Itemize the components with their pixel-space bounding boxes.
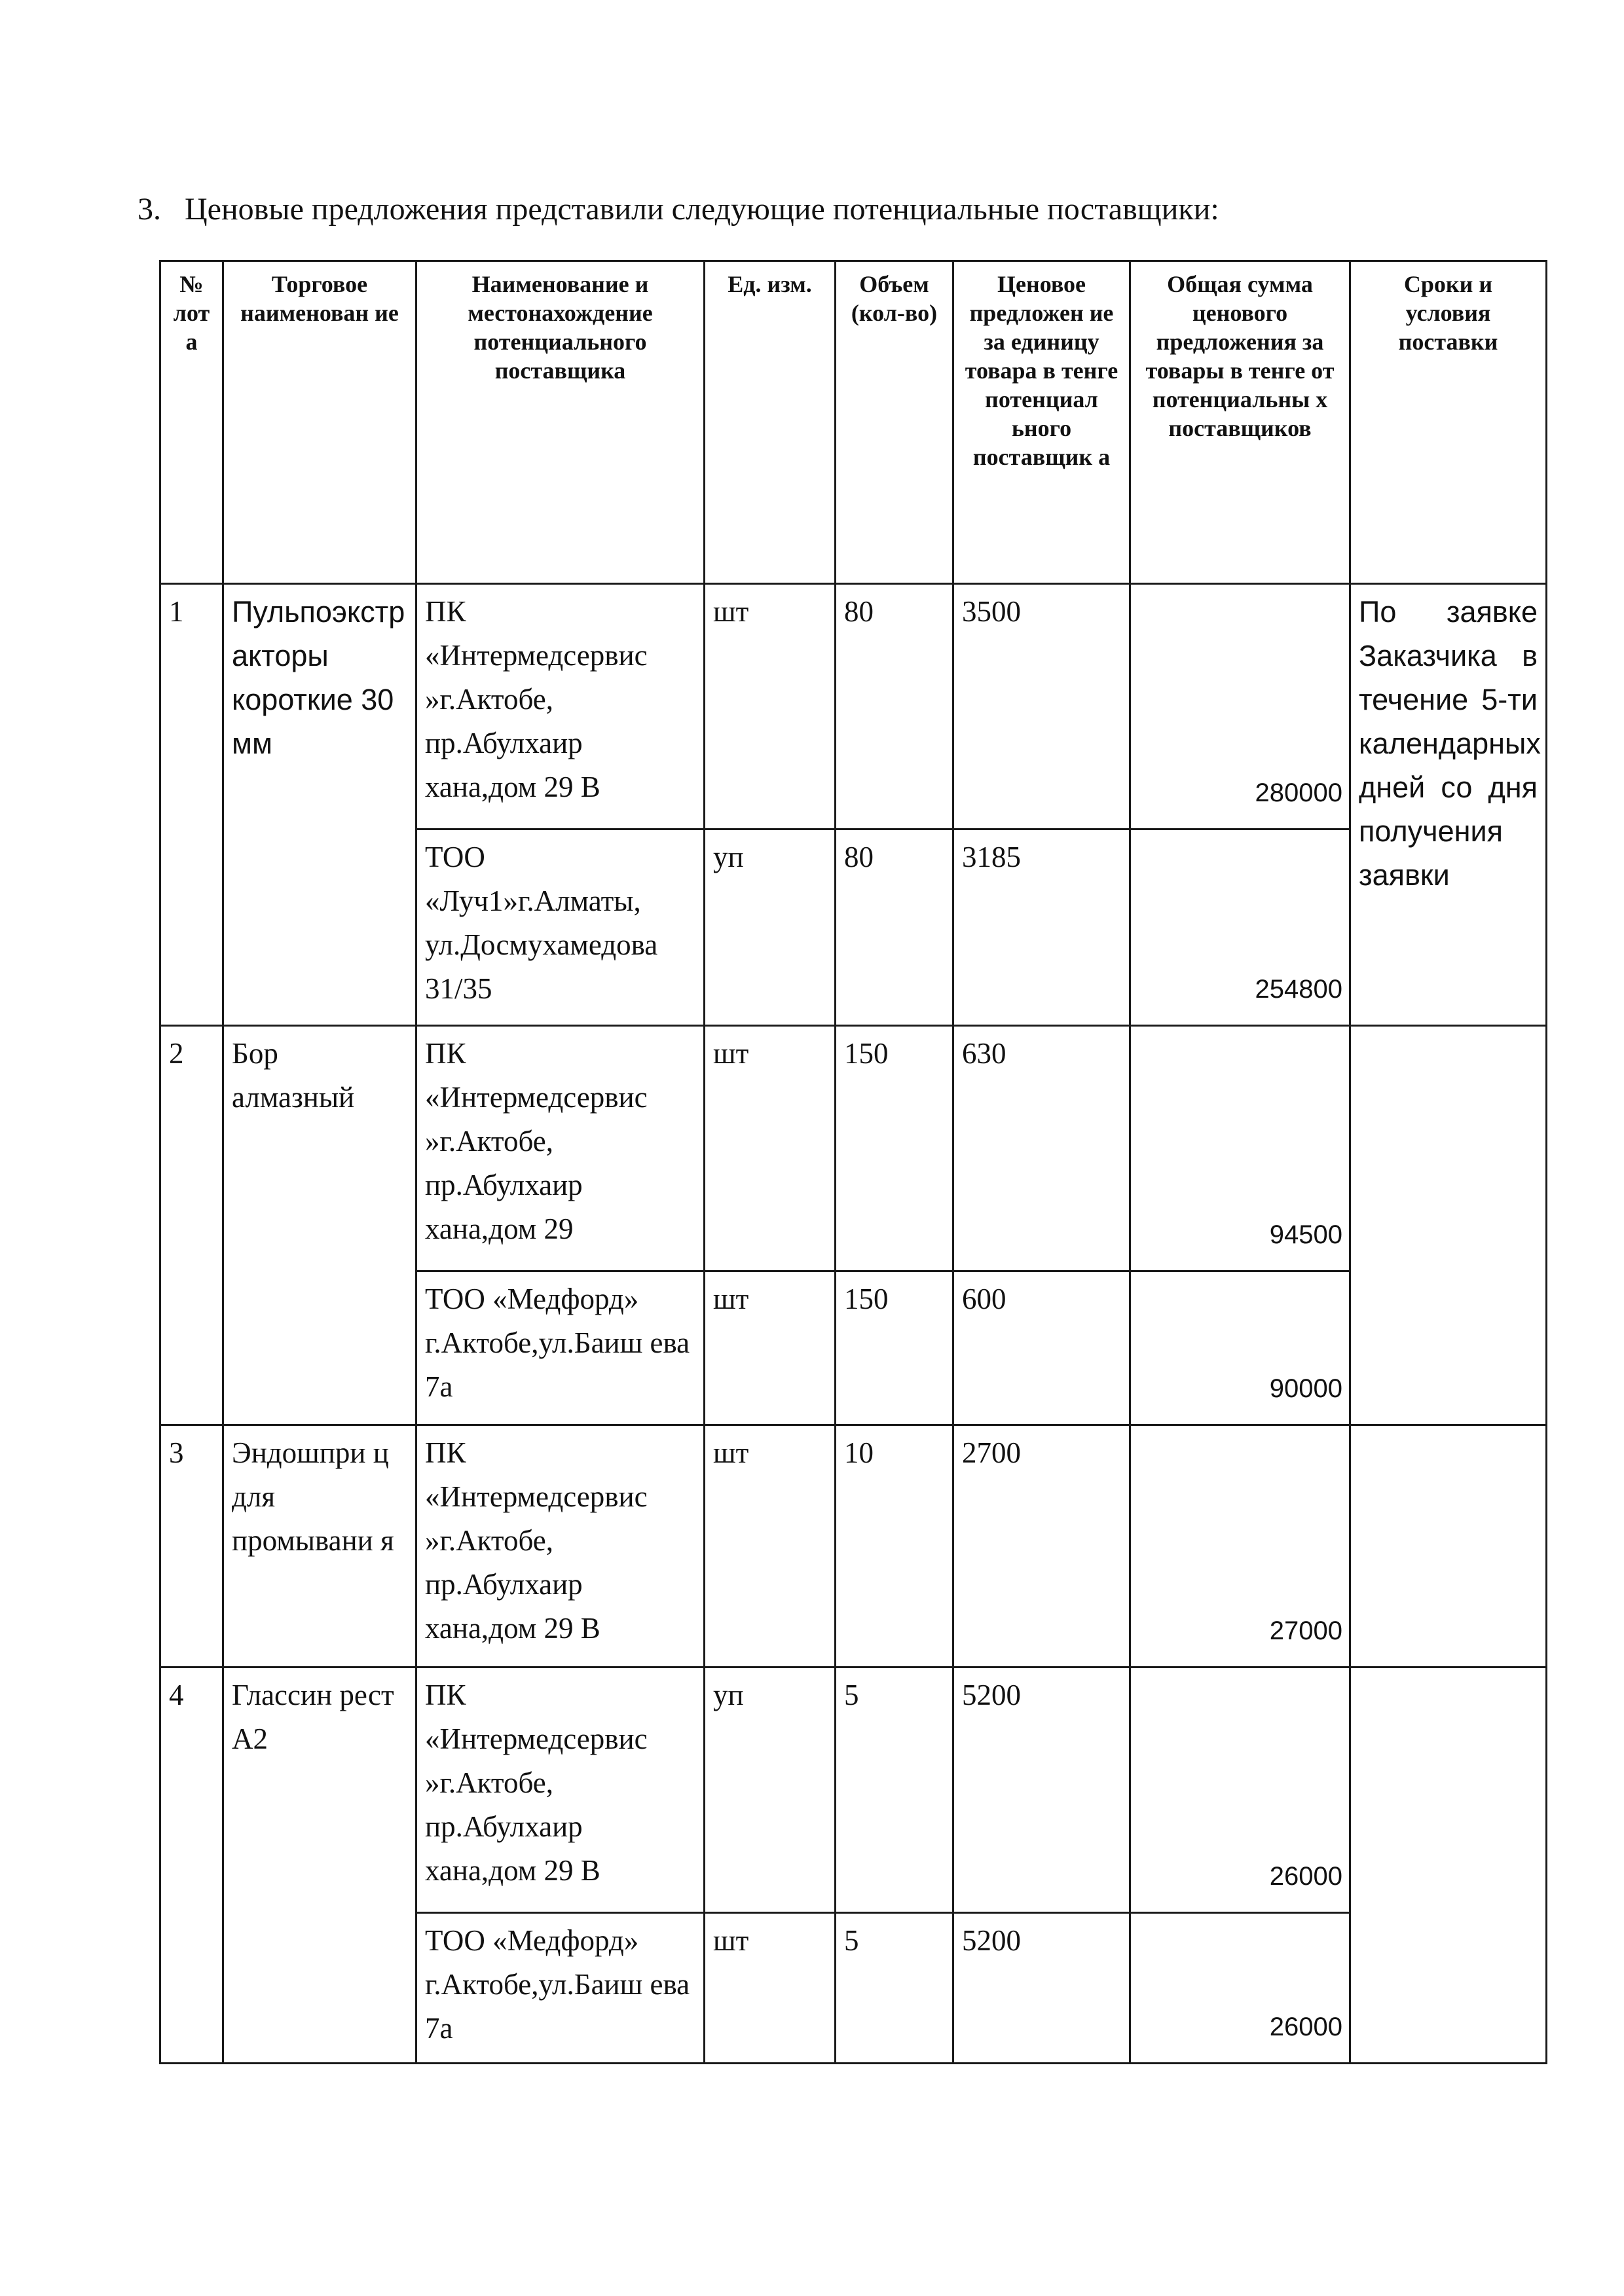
unit-price: 5200 <box>953 1913 1130 2064</box>
unit: шт <box>705 584 836 829</box>
quantity: 80 <box>836 584 953 829</box>
unit: уп <box>705 829 836 1026</box>
quantity: 80 <box>836 829 953 1026</box>
unit: шт <box>705 1425 836 1667</box>
header-unit-price: Ценовое предложен ие за единицу товара в тенге потенциал ьного поставщик а <box>953 261 1130 584</box>
trade-name: Эндошпри ц для промывани я <box>223 1425 416 1667</box>
total-cell <box>1130 829 1350 1026</box>
total-amount: 90000 <box>1269 1374 1342 1403</box>
price-offers-table <box>159 260 1547 2064</box>
delivery-terms <box>1350 1026 1547 1425</box>
total-cell <box>1130 1667 1350 1913</box>
unit: шт <box>705 1271 836 1425</box>
table-row <box>160 1026 1547 1271</box>
supplier: ТОО «Луч1»г.Алматы, ул.Досмухамедова 31/35 <box>416 829 705 1026</box>
lot-number: 1 <box>160 584 223 1026</box>
total-amount: 254800 <box>1255 975 1342 1004</box>
unit-price: 600 <box>953 1271 1130 1425</box>
supplier: ТОО «Медфорд» г.Актобе,ул.Баиш ева 7а <box>416 1271 705 1425</box>
supplier: ПК «Интермедсервис »г.Актобе, пр.Абулхаир хана,дом 29 <box>416 1026 705 1271</box>
total-cell <box>1130 1425 1350 1667</box>
quantity: 5 <box>836 1913 953 2064</box>
total-cell <box>1130 1913 1350 2064</box>
section-heading <box>138 190 1219 229</box>
header-supplier: Наименование и местонахождение потенциального поставщика <box>416 261 705 584</box>
total-amount: 26000 <box>1269 1862 1342 1891</box>
header-quantity: Объем (кол-во) <box>836 261 953 584</box>
supplier: ТОО «Медфорд» г.Актобе,ул.Баиш ева 7а <box>416 1913 705 2064</box>
table-header-row <box>160 261 1547 584</box>
unit-price: 3185 <box>953 829 1130 1026</box>
lot-number: 4 <box>160 1667 223 2064</box>
quantity: 150 <box>836 1271 953 1425</box>
quantity: 150 <box>836 1026 953 1271</box>
total-amount: 94500 <box>1269 1220 1342 1249</box>
trade-name: Глассин рест А2 <box>223 1667 416 2064</box>
trade-name: Бор алмазный <box>223 1026 416 1425</box>
total-amount: 280000 <box>1255 778 1342 807</box>
total-cell <box>1130 584 1350 829</box>
unit-price: 3500 <box>953 584 1130 829</box>
delivery-terms <box>1350 1667 1547 2064</box>
unit: шт <box>705 1026 836 1271</box>
unit-price: 5200 <box>953 1667 1130 1913</box>
section-title: Ценовые предложения представили следующие потенциальные поставщики: <box>185 192 1219 227</box>
total-cell <box>1130 1271 1350 1425</box>
section-number: 3. <box>138 192 161 227</box>
lot-number: 2 <box>160 1026 223 1425</box>
unit: шт <box>705 1913 836 2064</box>
header-unit: Ед. изм. <box>705 261 836 584</box>
supplier: ПК «Интермедсервис »г.Актобе, пр.Абулхаир хана,дом 29 В <box>416 1667 705 1913</box>
quantity: 5 <box>836 1667 953 1913</box>
quantity: 10 <box>836 1425 953 1667</box>
unit-price: 630 <box>953 1026 1130 1271</box>
header-trade-name: Торговое наименован ие <box>223 261 416 584</box>
supplier: ПК «Интермедсервис »г.Актобе, пр.Абулхаир хана,дом 29 В <box>416 584 705 829</box>
table-row <box>160 1667 1547 1913</box>
delivery-terms <box>1350 1425 1547 1667</box>
total-amount: 27000 <box>1269 1616 1342 1645</box>
table-row <box>160 1425 1547 1667</box>
delivery-terms: По заявке Заказчика в течение 5-ти календарных дней со дня получения заявки <box>1350 584 1547 1026</box>
header-lot-number: № лот а <box>160 261 223 584</box>
total-cell <box>1130 1026 1350 1271</box>
unit: уп <box>705 1667 836 1913</box>
lot-number: 3 <box>160 1425 223 1667</box>
total-amount: 26000 <box>1269 2013 1342 2041</box>
header-terms: Сроки и условия поставки <box>1350 261 1547 584</box>
supplier: ПК «Интермедсервис »г.Актобе, пр.Абулхаир хана,дом 29 В <box>416 1425 705 1667</box>
trade-name: Пульпоэкстр акторы короткие 30 мм <box>223 584 416 1026</box>
table-row <box>160 584 1547 829</box>
unit-price: 2700 <box>953 1425 1130 1667</box>
header-total: Общая сумма ценового предложения за товары в тенге от потенциальны х поставщиков <box>1130 261 1350 584</box>
